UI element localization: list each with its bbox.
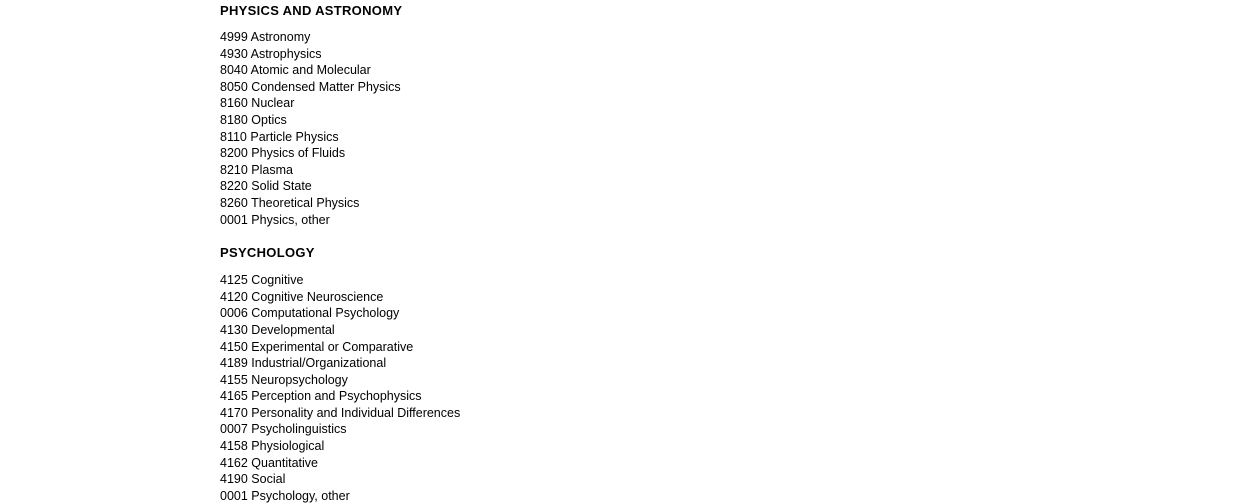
list-item xyxy=(220,455,1120,472)
item-label: Psycholinguistics xyxy=(251,422,347,437)
list-item xyxy=(220,355,1120,372)
list-item xyxy=(220,405,1120,422)
item-code: 0006 xyxy=(220,306,248,321)
item-label: Personality and Individual Differences xyxy=(251,405,461,420)
item-label: Astrophysics xyxy=(250,46,322,61)
item-label: Social xyxy=(251,472,286,487)
list-item xyxy=(220,289,1120,306)
item-label: Solid State xyxy=(251,179,312,194)
item-label: Nuclear xyxy=(251,96,295,111)
list-item xyxy=(220,372,1120,389)
list-item xyxy=(220,305,1120,322)
item-label: Particle Physics xyxy=(250,129,339,144)
item-code: 4155 xyxy=(220,372,248,387)
code-list xyxy=(220,261,1120,504)
item-code: 8220 xyxy=(220,179,248,194)
item-code: 8160 xyxy=(220,96,248,111)
item-label: Psychology, other xyxy=(251,488,350,503)
section-physics-and-astronomy xyxy=(220,0,1120,228)
item-code: 4189 xyxy=(220,356,248,371)
item-label: Industrial/Organizational xyxy=(251,356,387,371)
list-item xyxy=(220,79,1120,96)
list-item xyxy=(220,62,1120,79)
list-item xyxy=(220,421,1120,438)
item-label: Computational Psychology xyxy=(251,306,400,321)
list-item xyxy=(220,129,1120,146)
item-code: 4130 xyxy=(220,322,248,337)
item-code: 4150 xyxy=(220,339,248,354)
item-label: Cognitive xyxy=(251,273,304,288)
item-code: 4158 xyxy=(220,439,248,454)
item-code: 4170 xyxy=(220,405,248,420)
item-code: 8180 xyxy=(220,112,248,127)
list-item xyxy=(220,195,1120,212)
section-heading: PHYSICS AND ASTRONOMY xyxy=(220,3,403,18)
item-label: Experimental or Comparative xyxy=(251,339,414,354)
list-item xyxy=(220,322,1120,339)
item-code: 0007 xyxy=(220,422,248,437)
list-item xyxy=(220,178,1120,195)
list-item xyxy=(220,46,1120,63)
item-label: Perception and Psychophysics xyxy=(251,389,422,404)
item-code: 4120 xyxy=(220,289,248,304)
list-item xyxy=(220,388,1120,405)
code-list xyxy=(220,19,1120,228)
item-code: 4190 xyxy=(220,472,248,487)
field-code-listing xyxy=(220,0,1120,504)
item-code: 8110 xyxy=(220,129,247,144)
section-heading: PSYCHOLOGY xyxy=(220,245,315,261)
section-psychology xyxy=(220,228,1120,504)
item-code: 4999 xyxy=(220,30,248,44)
list-item xyxy=(220,145,1120,162)
item-code: 8210 xyxy=(220,162,248,177)
item-code: 0001 xyxy=(220,488,248,503)
item-code: 4162 xyxy=(220,455,248,470)
item-label: Physics of Fluids xyxy=(251,146,346,161)
item-label: Theoretical Physics xyxy=(251,195,360,210)
item-label: Astronomy xyxy=(250,30,311,44)
item-code: 8050 xyxy=(220,79,248,94)
item-label: Optics xyxy=(251,112,287,127)
item-code: 4165 xyxy=(220,389,248,404)
item-code: 4930 xyxy=(220,46,248,61)
list-item xyxy=(220,471,1120,488)
item-label: Cognitive Neuroscience xyxy=(251,289,384,304)
item-code: 8260 xyxy=(220,195,248,210)
list-item xyxy=(220,112,1120,129)
item-label: Plasma xyxy=(251,162,293,177)
item-label: Condensed Matter Physics xyxy=(251,79,401,94)
list-item xyxy=(220,339,1120,356)
list-item xyxy=(220,272,1120,289)
item-label: Physiological xyxy=(251,439,325,454)
list-item xyxy=(220,212,1120,229)
item-label: Physics, other xyxy=(251,212,330,227)
item-label: Neuropsychology xyxy=(251,372,348,387)
list-item xyxy=(220,162,1120,179)
list-item xyxy=(220,95,1120,112)
list-item xyxy=(220,438,1120,455)
item-label: Quantitative xyxy=(251,455,319,470)
item-code: 0001 xyxy=(220,212,248,227)
item-label: Atomic and Molecular xyxy=(250,63,371,78)
item-code: 4125 xyxy=(220,273,248,288)
item-code: 8040 xyxy=(220,63,248,78)
item-code: 8200 xyxy=(220,146,248,161)
item-label: Developmental xyxy=(251,322,335,337)
list-item xyxy=(220,29,1120,46)
